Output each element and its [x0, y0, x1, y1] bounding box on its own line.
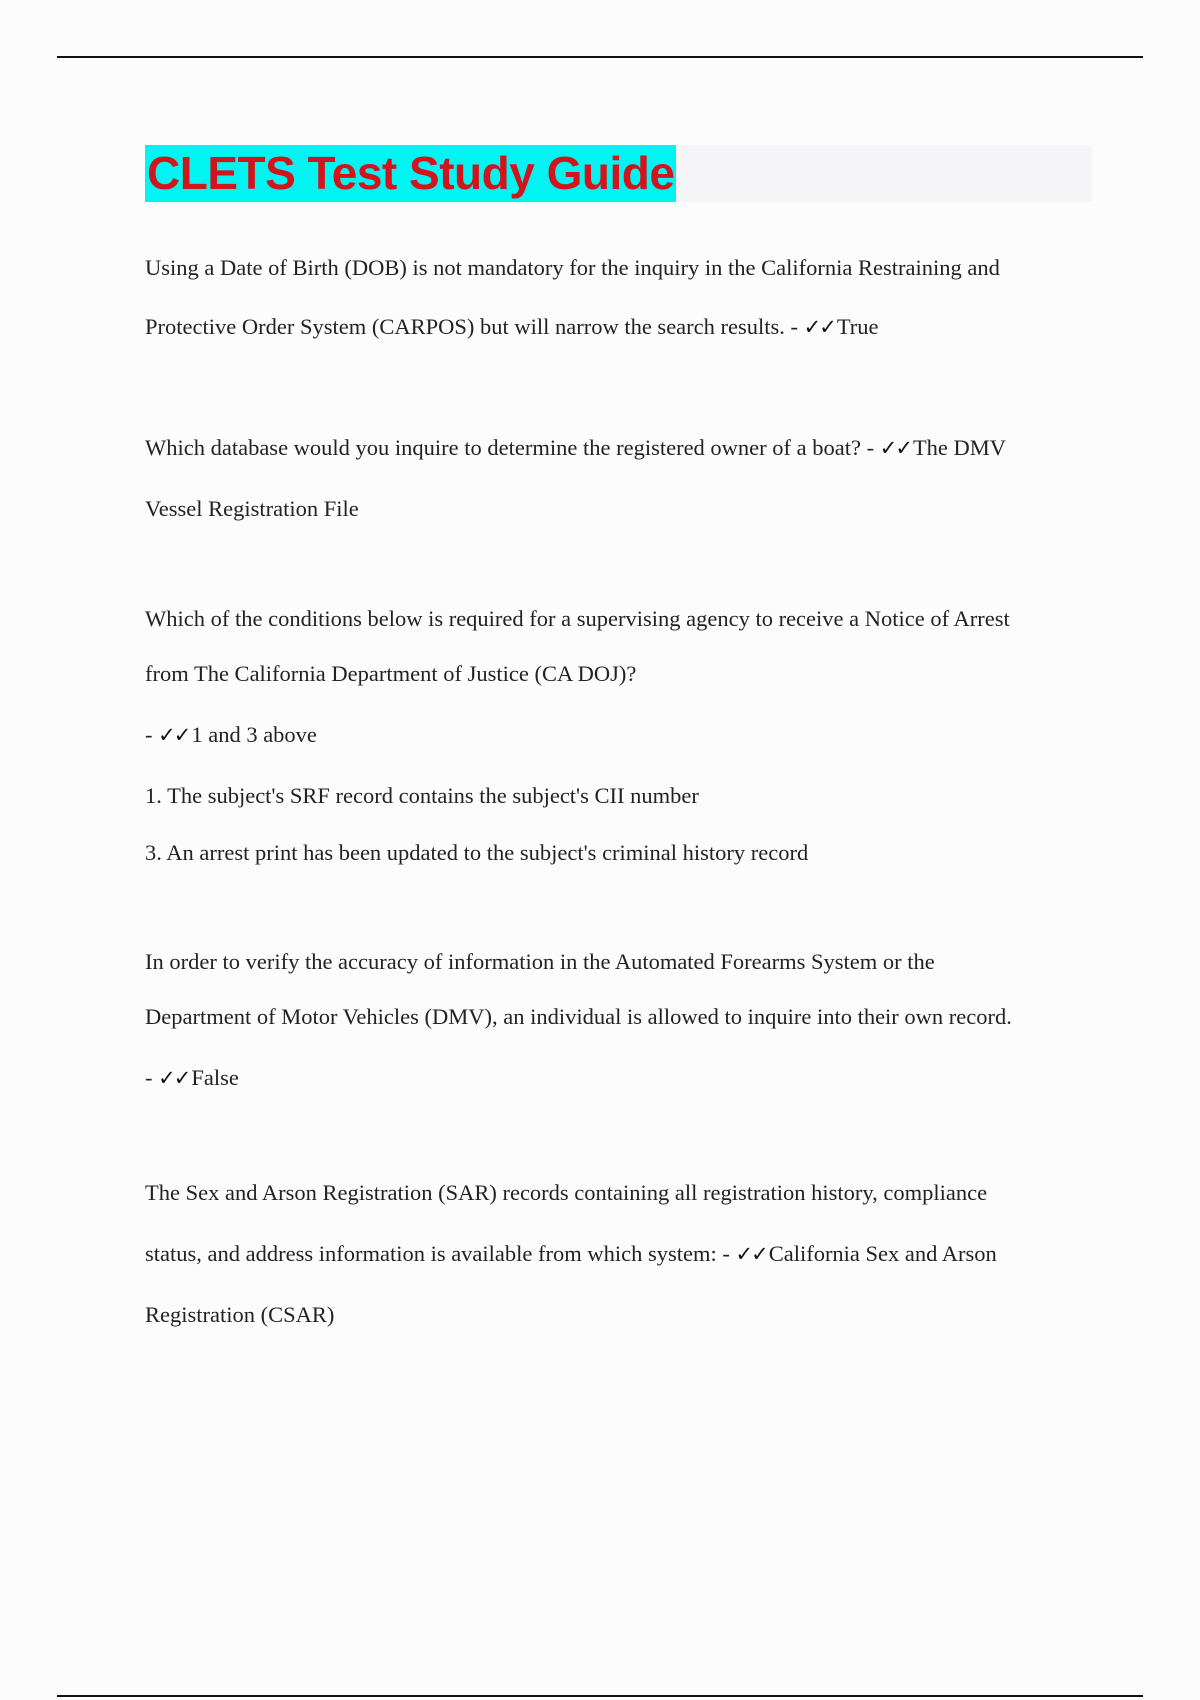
answer-text: True [836, 314, 879, 339]
double-check-icon: ✓✓ [158, 723, 190, 747]
text-line [145, 661, 636, 687]
answer-text: 1 and 3 above [191, 722, 317, 747]
answer-text: California Sex and Arson [768, 1241, 997, 1266]
top-rule [57, 56, 1143, 58]
line-text: status, and address information is available from which system: - [145, 1241, 736, 1266]
text-line [145, 1180, 987, 1206]
text-line [145, 314, 879, 340]
double-check-icon: ✓✓ [735, 1242, 767, 1266]
line-text: Which database would you inquire to determine the registered owner of a boat? - [145, 435, 880, 460]
line-text: Using a Date of Birth (DOB) is not mandatory for the inquiry in the California Restraining and [145, 255, 1000, 280]
document-title: CLETS Test Study Guide [145, 145, 676, 202]
text-line [145, 722, 317, 748]
double-check-icon: ✓✓ [879, 436, 911, 460]
answer-text: False [191, 1065, 239, 1090]
text-line [145, 840, 808, 866]
text-line [145, 1004, 1012, 1030]
text-line [145, 255, 1000, 281]
answer-text: The DMV [912, 435, 1007, 460]
line-text: Registration (CSAR) [145, 1302, 335, 1327]
line-text: Department of Motor Vehicles (DMV), an individual is allowed to inquire into their own record. [145, 1004, 1012, 1029]
text-line [145, 496, 359, 522]
text-line [145, 1302, 334, 1328]
line-text: - [145, 722, 159, 747]
text-line [145, 949, 935, 975]
text-line [145, 606, 1010, 632]
bottom-rule [57, 1695, 1143, 1697]
double-check-icon: ✓✓ [803, 315, 835, 339]
line-text: Which of the conditions below is required for a supervising agency to receive a Notice of Arrest [145, 606, 1010, 631]
text-line [145, 435, 1006, 461]
line-text: from The California Department of Justice (CA DOJ)? [145, 661, 637, 686]
double-check-icon: ✓✓ [158, 1066, 190, 1090]
line-text: In order to verify the accuracy of information in the Automated Forearms System or the [145, 949, 935, 974]
text-line [145, 1241, 997, 1267]
line-text: - [145, 1065, 159, 1090]
text-line [145, 1065, 239, 1091]
text-line [145, 783, 699, 809]
line-text: 1. The subject's SRF record contains the subject's CII number [145, 783, 699, 808]
line-text: The Sex and Arson Registration (SAR) records containing all registration history, compliance [145, 1180, 988, 1205]
line-text: 3. An arrest print has been updated to the subject's criminal history record [145, 840, 809, 865]
line-text: Vessel Registration File [145, 496, 359, 521]
line-text: Protective Order System (CARPOS) but will narrow the search results. - [145, 314, 804, 339]
